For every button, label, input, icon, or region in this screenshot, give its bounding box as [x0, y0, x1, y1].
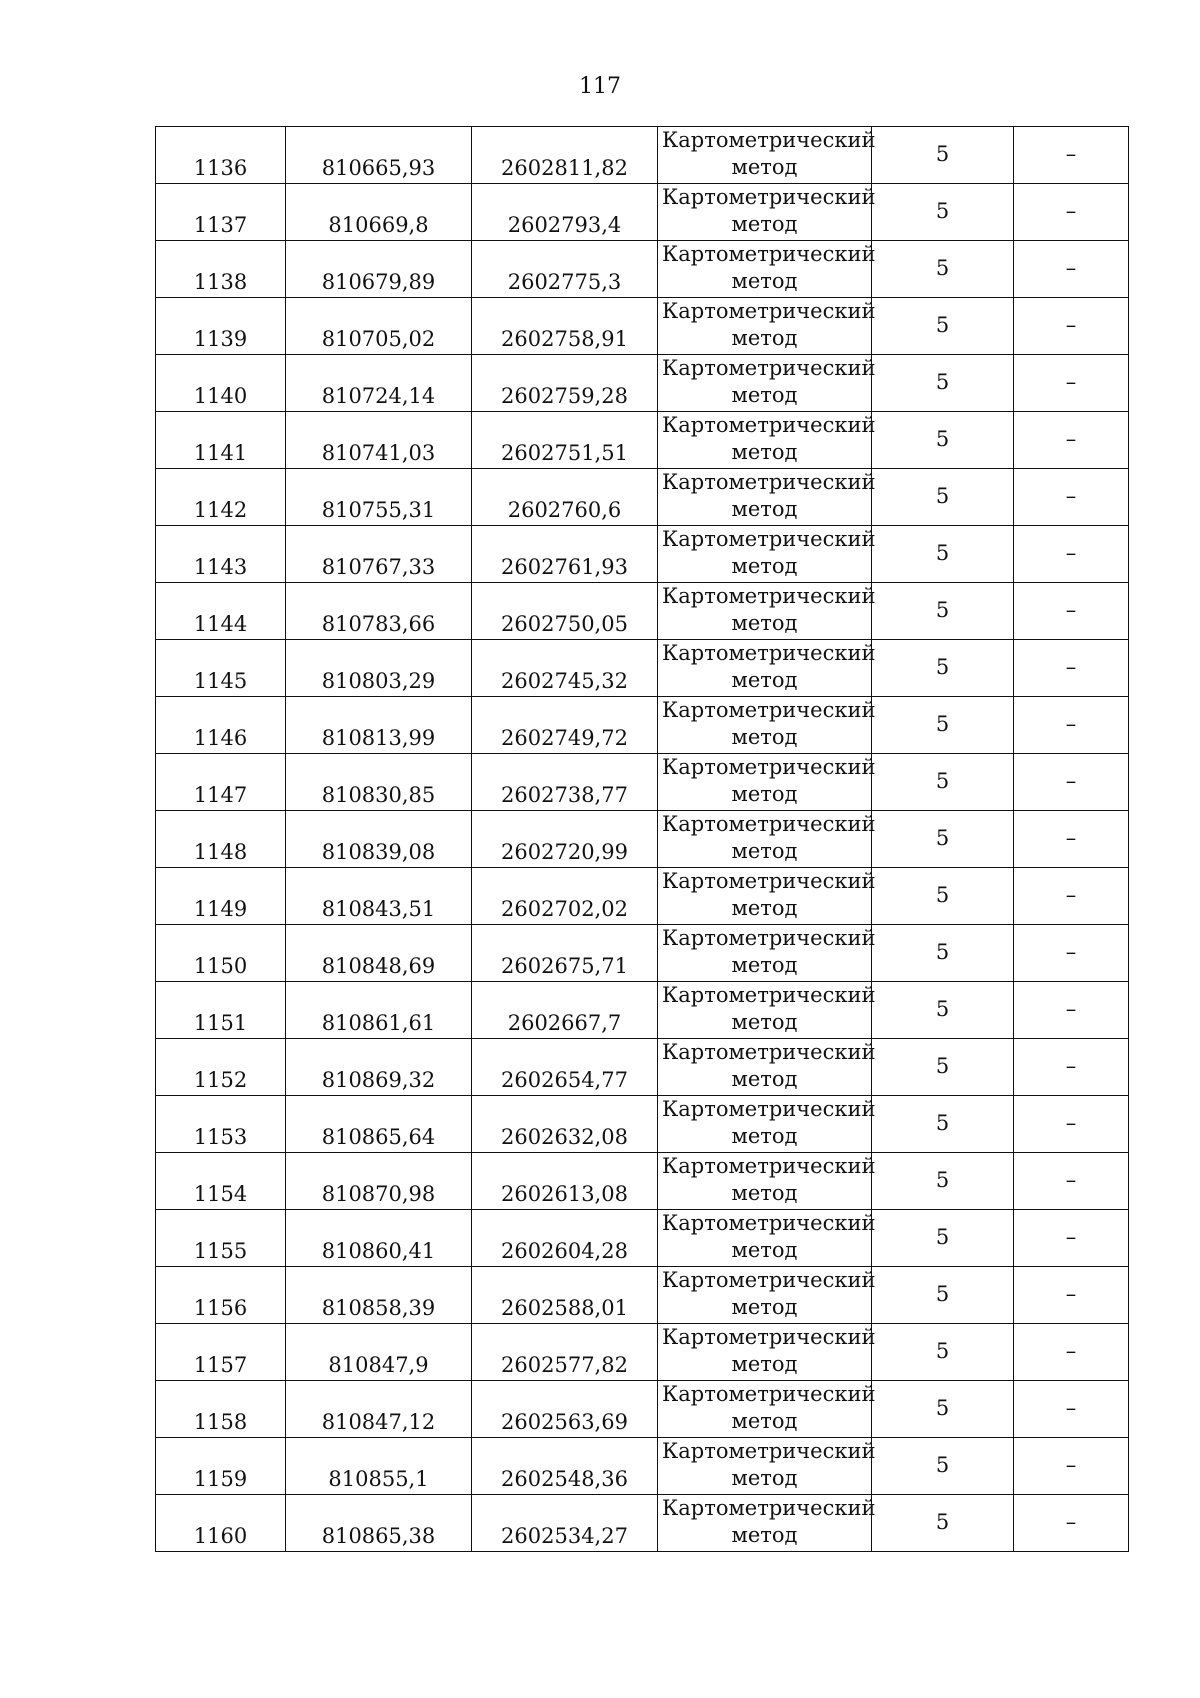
- y-coordinate-cell: 2602613,08: [472, 1153, 658, 1210]
- method-cell: [658, 1267, 876, 1324]
- accuracy-cell: 5: [872, 526, 1014, 583]
- accuracy-cell: 5: [872, 1096, 1014, 1153]
- point-number-cell: 1156: [156, 1267, 286, 1324]
- table-row: [156, 241, 1129, 298]
- method-line-1: Картометрический: [662, 1382, 876, 1406]
- accuracy-cell: 5: [872, 583, 1014, 640]
- accuracy-cell: 5: [872, 1153, 1014, 1210]
- method-line-2: метод: [731, 1352, 798, 1376]
- y-coordinate-cell: 2602745,32: [472, 640, 658, 697]
- table-row: [156, 982, 1129, 1039]
- note-cell: –: [1014, 1381, 1129, 1438]
- method-cell: [658, 982, 876, 1039]
- point-number-cell: 1142: [156, 469, 286, 526]
- note-cell: –: [1014, 1039, 1129, 1096]
- x-coordinate-cell: 810839,08: [286, 811, 472, 868]
- method-cell: [658, 1210, 876, 1267]
- point-number-cell: 1140: [156, 355, 286, 412]
- method-line-1: Картометрический: [662, 812, 876, 836]
- note-cell: –: [1014, 241, 1129, 298]
- x-coordinate-cell: 810843,51: [286, 868, 472, 925]
- note-cell: –: [1014, 412, 1129, 469]
- note-cell: –: [1014, 1210, 1129, 1267]
- method-line-1: Картометрический: [662, 1154, 876, 1178]
- y-coordinate-cell: 2602577,82: [472, 1324, 658, 1381]
- y-coordinate-cell: 2602738,77: [472, 754, 658, 811]
- y-coordinate-cell: 2602749,72: [472, 697, 658, 754]
- table-row: [156, 526, 1129, 583]
- method-line-2: метод: [731, 383, 798, 407]
- point-number-cell: 1158: [156, 1381, 286, 1438]
- x-coordinate-cell: 810755,31: [286, 469, 472, 526]
- y-coordinate-cell: 2602654,77: [472, 1039, 658, 1096]
- y-coordinate-cell: 2602675,71: [472, 925, 658, 982]
- x-coordinate-cell: 810855,1: [286, 1438, 472, 1495]
- method-cell: [658, 1324, 876, 1381]
- point-number-cell: 1150: [156, 925, 286, 982]
- accuracy-cell: 5: [872, 241, 1014, 298]
- method-cell: [658, 925, 876, 982]
- accuracy-cell: 5: [872, 184, 1014, 241]
- accuracy-cell: 5: [872, 811, 1014, 868]
- x-coordinate-cell: 810813,99: [286, 697, 472, 754]
- method-line-1: Картометрический: [662, 413, 876, 437]
- accuracy-cell: 5: [872, 1324, 1014, 1381]
- table-row: [156, 754, 1129, 811]
- note-cell: –: [1014, 298, 1129, 355]
- method-cell: [658, 1495, 876, 1552]
- method-line-1: Картометрический: [662, 299, 876, 323]
- method-line-2: метод: [731, 611, 798, 635]
- method-line-1: Картометрический: [662, 1268, 876, 1292]
- accuracy-cell: 5: [872, 1039, 1014, 1096]
- y-coordinate-cell: 2602761,93: [472, 526, 658, 583]
- x-coordinate-cell: 810847,12: [286, 1381, 472, 1438]
- accuracy-cell: 5: [872, 697, 1014, 754]
- method-cell: [658, 298, 876, 355]
- note-cell: –: [1014, 925, 1129, 982]
- note-cell: –: [1014, 754, 1129, 811]
- method-line-2: метод: [731, 1010, 798, 1034]
- method-line-1: Картометрический: [662, 470, 876, 494]
- method-line-1: Картометрический: [662, 698, 876, 722]
- point-number-cell: 1153: [156, 1096, 286, 1153]
- point-number-cell: 1155: [156, 1210, 286, 1267]
- method-line-2: метод: [731, 1409, 798, 1433]
- point-number-cell: 1143: [156, 526, 286, 583]
- note-cell: –: [1014, 1267, 1129, 1324]
- accuracy-cell: 5: [872, 355, 1014, 412]
- y-coordinate-cell: 2602667,7: [472, 982, 658, 1039]
- method-cell: [658, 412, 876, 469]
- accuracy-cell: 5: [872, 298, 1014, 355]
- accuracy-cell: 5: [872, 754, 1014, 811]
- table-row: [156, 1381, 1129, 1438]
- method-line-1: Картометрический: [662, 983, 876, 1007]
- note-cell: –: [1014, 697, 1129, 754]
- table-row: [156, 1267, 1129, 1324]
- accuracy-cell: 5: [872, 127, 1014, 184]
- accuracy-cell: 5: [872, 1438, 1014, 1495]
- method-line-2: метод: [731, 1181, 798, 1205]
- y-coordinate-cell: 2602632,08: [472, 1096, 658, 1153]
- table-row: [156, 469, 1129, 526]
- method-line-2: метод: [731, 1124, 798, 1148]
- point-number-cell: 1152: [156, 1039, 286, 1096]
- note-cell: –: [1014, 982, 1129, 1039]
- note-cell: –: [1014, 811, 1129, 868]
- method-line-2: метод: [731, 839, 798, 863]
- method-line-1: Картометрический: [662, 1211, 876, 1235]
- point-number-cell: 1137: [156, 184, 286, 241]
- y-coordinate-cell: 2602563,69: [472, 1381, 658, 1438]
- note-cell: –: [1014, 583, 1129, 640]
- method-cell: [658, 184, 876, 241]
- x-coordinate-cell: 810669,8: [286, 184, 472, 241]
- table-row: [156, 868, 1129, 925]
- method-cell: [658, 1438, 876, 1495]
- x-coordinate-cell: 810860,41: [286, 1210, 472, 1267]
- table-row: [156, 1096, 1129, 1153]
- y-coordinate-cell: 2602751,51: [472, 412, 658, 469]
- accuracy-cell: 5: [872, 982, 1014, 1039]
- method-cell: [658, 583, 876, 640]
- accuracy-cell: 5: [872, 868, 1014, 925]
- y-coordinate-cell: 2602720,99: [472, 811, 658, 868]
- method-line-2: метод: [731, 1238, 798, 1262]
- table-row: [156, 1210, 1129, 1267]
- y-coordinate-cell: 2602548,36: [472, 1438, 658, 1495]
- accuracy-cell: 5: [872, 640, 1014, 697]
- point-number-cell: 1141: [156, 412, 286, 469]
- method-line-2: метод: [731, 1523, 798, 1547]
- note-cell: –: [1014, 355, 1129, 412]
- note-cell: –: [1014, 184, 1129, 241]
- x-coordinate-cell: 810679,89: [286, 241, 472, 298]
- x-coordinate-cell: 810865,38: [286, 1495, 472, 1552]
- method-cell: [658, 697, 876, 754]
- method-line-2: метод: [731, 1466, 798, 1490]
- method-line-1: Картометрический: [662, 242, 876, 266]
- method-cell: [658, 355, 876, 412]
- x-coordinate-cell: 810767,33: [286, 526, 472, 583]
- method-line-2: метод: [731, 782, 798, 806]
- point-number-cell: 1160: [156, 1495, 286, 1552]
- point-number-cell: 1145: [156, 640, 286, 697]
- table-row: [156, 1495, 1129, 1552]
- method-line-2: метод: [731, 953, 798, 977]
- table-row: [156, 811, 1129, 868]
- note-cell: –: [1014, 1324, 1129, 1381]
- note-cell: –: [1014, 1096, 1129, 1153]
- method-line-1: Картометрический: [662, 584, 876, 608]
- accuracy-cell: 5: [872, 1495, 1014, 1552]
- accuracy-cell: 5: [872, 1381, 1014, 1438]
- y-coordinate-cell: 2602793,4: [472, 184, 658, 241]
- point-number-cell: 1147: [156, 754, 286, 811]
- x-coordinate-cell: 810665,93: [286, 127, 472, 184]
- method-cell: [658, 526, 876, 583]
- point-number-cell: 1157: [156, 1324, 286, 1381]
- x-coordinate-cell: 810858,39: [286, 1267, 472, 1324]
- table-row: [156, 697, 1129, 754]
- method-line-2: метод: [731, 155, 798, 179]
- note-cell: –: [1014, 526, 1129, 583]
- method-cell: [658, 127, 876, 184]
- method-line-2: метод: [731, 1295, 798, 1319]
- method-line-1: Картометрический: [662, 527, 876, 551]
- method-line-2: метод: [731, 896, 798, 920]
- accuracy-cell: 5: [872, 412, 1014, 469]
- x-coordinate-cell: 810848,69: [286, 925, 472, 982]
- method-line-1: Картометрический: [662, 1439, 876, 1463]
- method-line-2: метод: [731, 497, 798, 521]
- table-row: [156, 1039, 1129, 1096]
- method-line-1: Картометрический: [662, 1040, 876, 1064]
- y-coordinate-cell: 2602758,91: [472, 298, 658, 355]
- coordinates-table: [155, 126, 1129, 1552]
- x-coordinate-cell: 810741,03: [286, 412, 472, 469]
- table-row: [156, 640, 1129, 697]
- method-cell: [658, 754, 876, 811]
- y-coordinate-cell: 2602811,82: [472, 127, 658, 184]
- method-line-1: Картометрический: [662, 1097, 876, 1121]
- method-line-2: метод: [731, 440, 798, 464]
- y-coordinate-cell: 2602750,05: [472, 583, 658, 640]
- accuracy-cell: 5: [872, 469, 1014, 526]
- table-row: [156, 1153, 1129, 1210]
- method-cell: [658, 1153, 876, 1210]
- point-number-cell: 1154: [156, 1153, 286, 1210]
- method-line-1: Картометрический: [662, 128, 876, 152]
- point-number-cell: 1144: [156, 583, 286, 640]
- method-cell: [658, 241, 876, 298]
- table-row: [156, 583, 1129, 640]
- x-coordinate-cell: 810705,02: [286, 298, 472, 355]
- note-cell: –: [1014, 1495, 1129, 1552]
- note-cell: –: [1014, 469, 1129, 526]
- coordinates-table-body: [156, 127, 1129, 1552]
- y-coordinate-cell: 2602775,3: [472, 241, 658, 298]
- table-row: [156, 412, 1129, 469]
- method-line-1: Картометрический: [662, 869, 876, 893]
- point-number-cell: 1138: [156, 241, 286, 298]
- y-coordinate-cell: 2602760,6: [472, 469, 658, 526]
- note-cell: –: [1014, 1153, 1129, 1210]
- table-row: [156, 184, 1129, 241]
- method-line-1: Картометрический: [662, 641, 876, 665]
- point-number-cell: 1159: [156, 1438, 286, 1495]
- table-row: [156, 925, 1129, 982]
- accuracy-cell: 5: [872, 1210, 1014, 1267]
- note-cell: –: [1014, 868, 1129, 925]
- method-line-2: метод: [731, 1067, 798, 1091]
- point-number-cell: 1148: [156, 811, 286, 868]
- note-cell: –: [1014, 640, 1129, 697]
- method-line-2: метод: [731, 212, 798, 236]
- y-coordinate-cell: 2602702,02: [472, 868, 658, 925]
- x-coordinate-cell: 810830,85: [286, 754, 472, 811]
- method-line-1: Картометрический: [662, 926, 876, 950]
- x-coordinate-cell: 810724,14: [286, 355, 472, 412]
- table-row: [156, 1324, 1129, 1381]
- table-row: [156, 1438, 1129, 1495]
- y-coordinate-cell: 2602588,01: [472, 1267, 658, 1324]
- method-line-1: Картометрический: [662, 755, 876, 779]
- method-line-1: Картометрический: [662, 185, 876, 209]
- x-coordinate-cell: 810861,61: [286, 982, 472, 1039]
- page-number: 117: [579, 74, 621, 99]
- method-line-2: метод: [731, 326, 798, 350]
- method-cell: [658, 1381, 876, 1438]
- y-coordinate-cell: 2602534,27: [472, 1495, 658, 1552]
- point-number-cell: 1139: [156, 298, 286, 355]
- method-line-1: Картометрический: [662, 1325, 876, 1349]
- method-line-1: Картометрический: [662, 356, 876, 380]
- method-line-2: метод: [731, 269, 798, 293]
- x-coordinate-cell: 810847,9: [286, 1324, 472, 1381]
- method-cell: [658, 469, 876, 526]
- method-cell: [658, 640, 876, 697]
- table-row: [156, 127, 1129, 184]
- x-coordinate-cell: 810803,29: [286, 640, 472, 697]
- point-number-cell: 1136: [156, 127, 286, 184]
- method-line-2: метод: [731, 668, 798, 692]
- note-cell: –: [1014, 1438, 1129, 1495]
- table-row: [156, 355, 1129, 412]
- accuracy-cell: 5: [872, 1267, 1014, 1324]
- method-line-1: Картометрический: [662, 1496, 876, 1520]
- point-number-cell: 1146: [156, 697, 286, 754]
- method-line-2: метод: [731, 725, 798, 749]
- note-cell: –: [1014, 127, 1129, 184]
- accuracy-cell: 5: [872, 925, 1014, 982]
- x-coordinate-cell: 810865,64: [286, 1096, 472, 1153]
- method-cell: [658, 1096, 876, 1153]
- x-coordinate-cell: 810870,98: [286, 1153, 472, 1210]
- x-coordinate-cell: 810783,66: [286, 583, 472, 640]
- method-cell: [658, 811, 876, 868]
- method-cell: [658, 868, 876, 925]
- point-number-cell: 1151: [156, 982, 286, 1039]
- method-line-2: метод: [731, 554, 798, 578]
- table-row: [156, 298, 1129, 355]
- y-coordinate-cell: 2602604,28: [472, 1210, 658, 1267]
- x-coordinate-cell: 810869,32: [286, 1039, 472, 1096]
- point-number-cell: 1149: [156, 868, 286, 925]
- y-coordinate-cell: 2602759,28: [472, 355, 658, 412]
- method-cell: [658, 1039, 876, 1096]
